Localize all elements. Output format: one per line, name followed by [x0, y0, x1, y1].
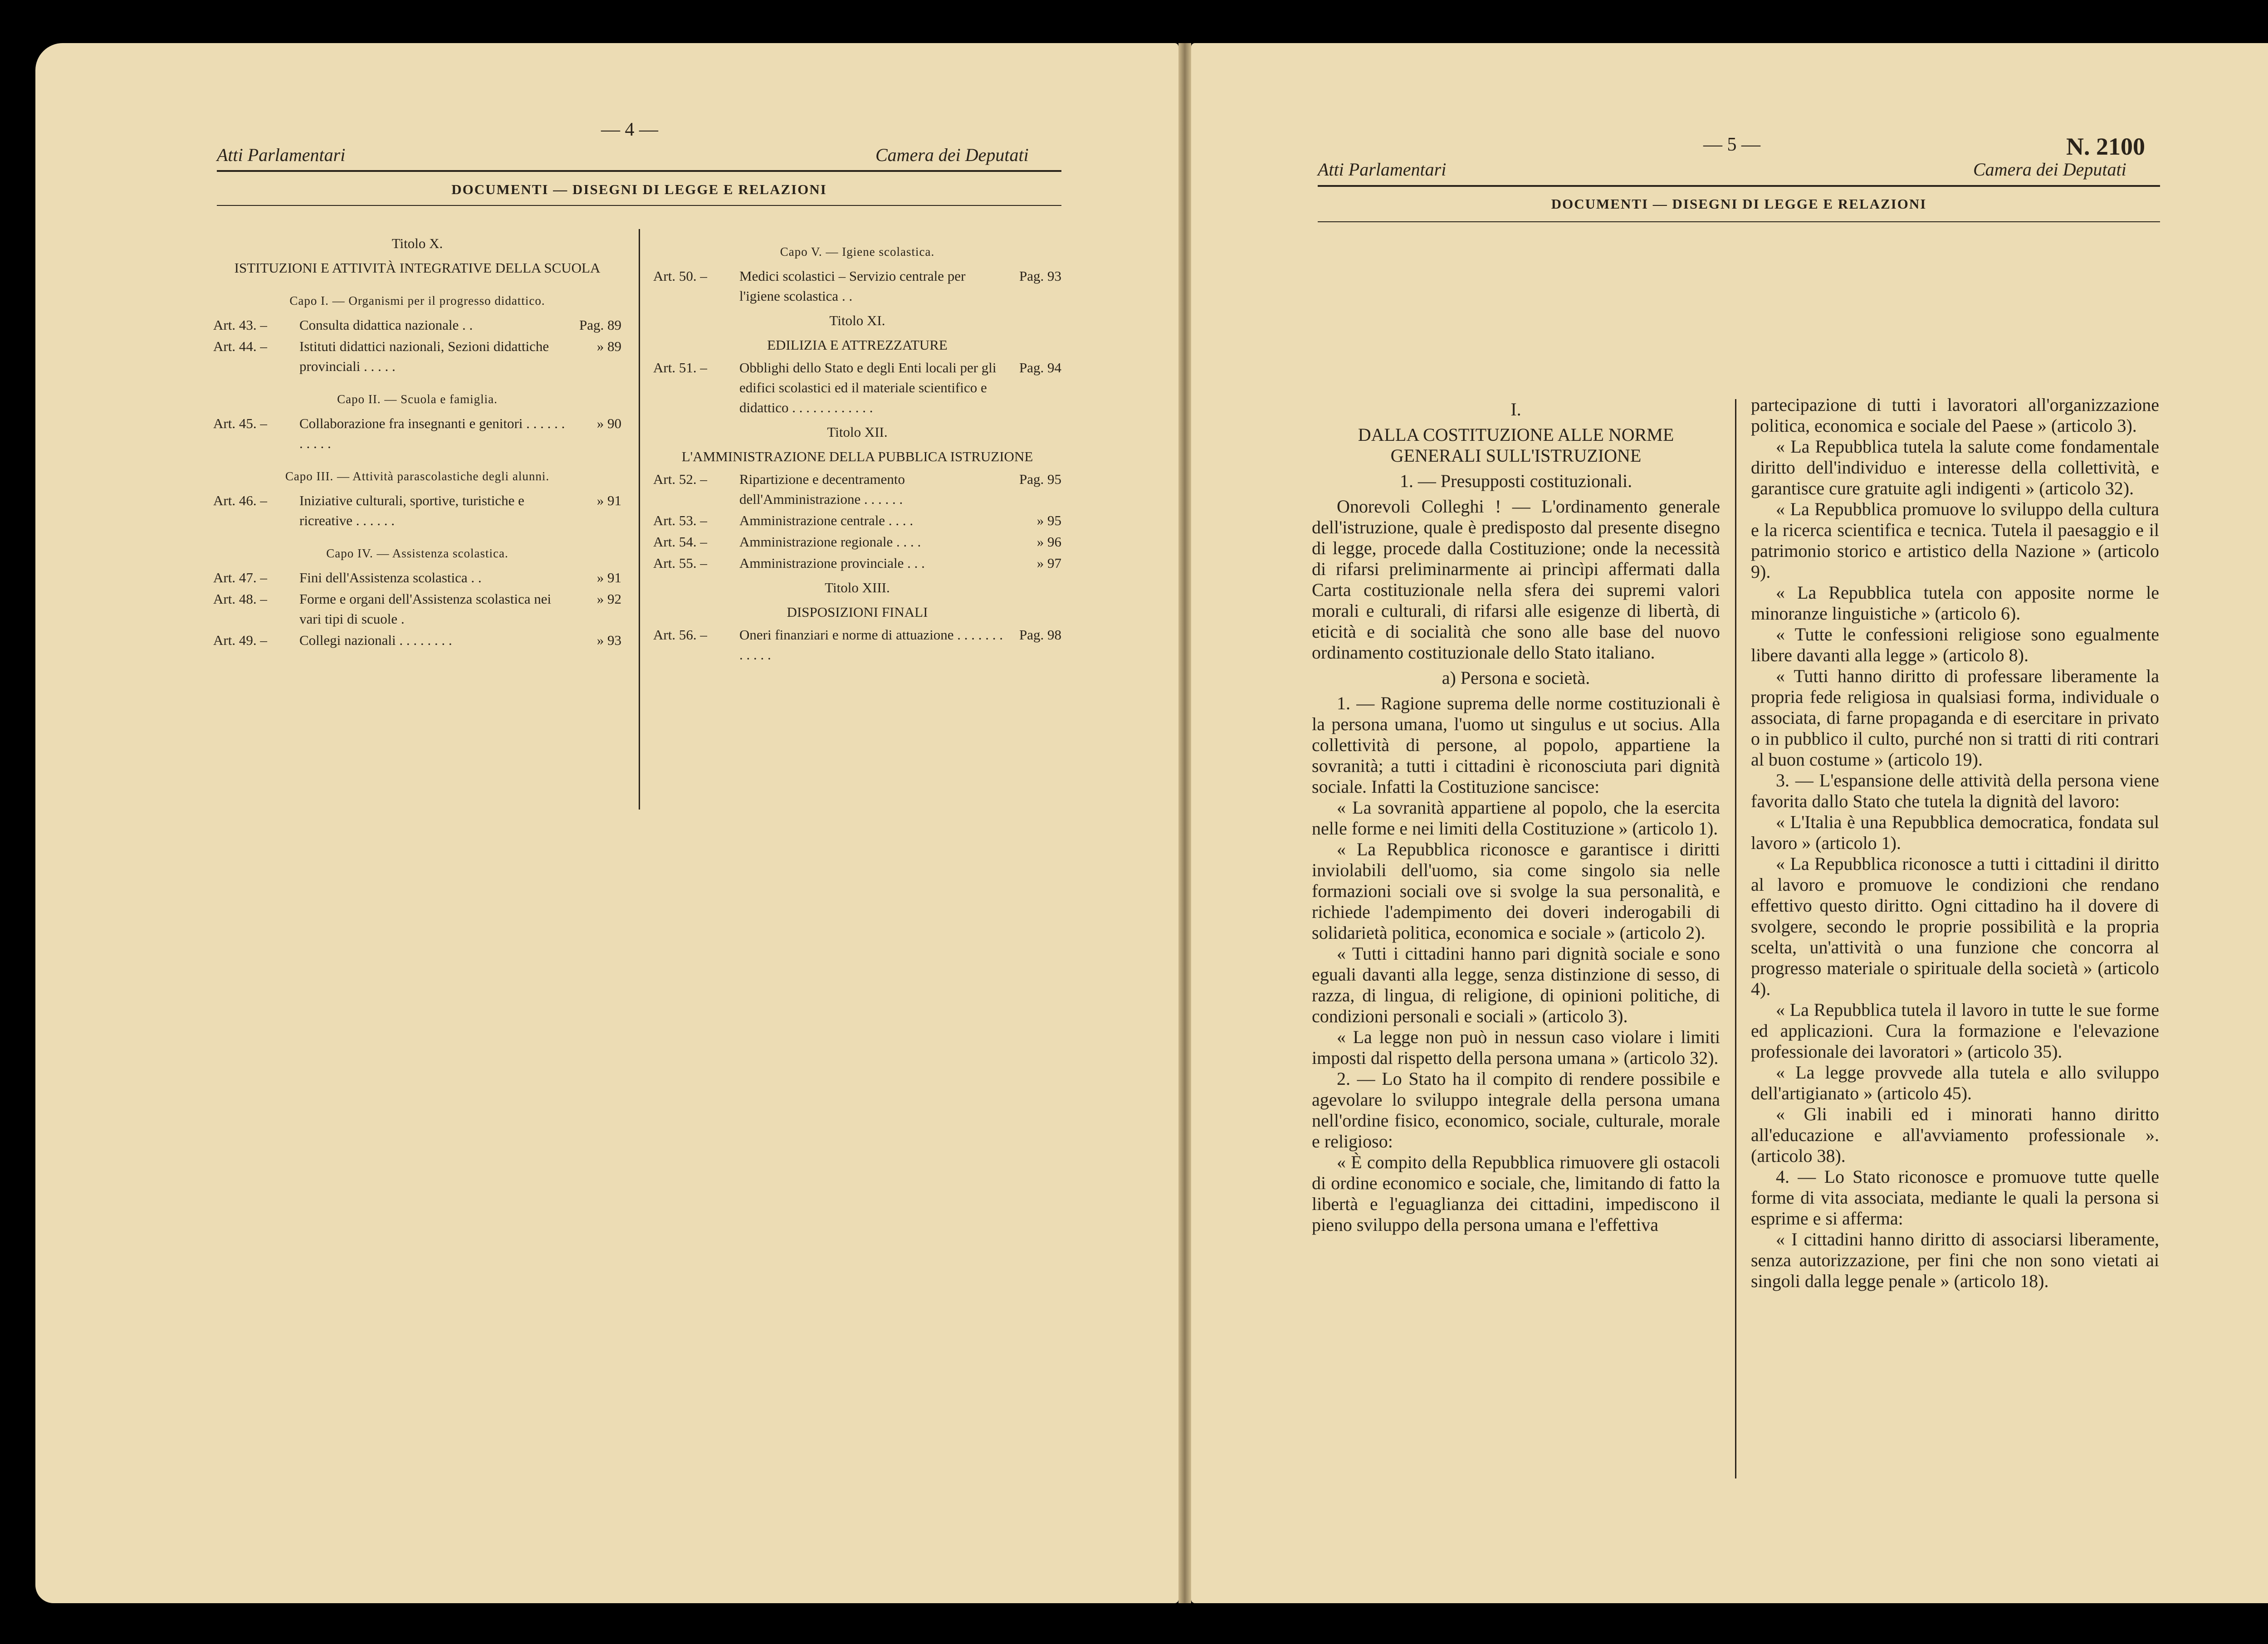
- toc-page-ref: Pag. 89: [579, 317, 621, 333]
- toc-entry: [653, 358, 1061, 418]
- paragraph: « Tutti i cittadini hanno pari dignità sociale e sono eguali davanti alla legge, senza distinzione di sesso, di razza, di lingua, di religione, di opinioni politiche, di condizioni personali e sociali » (articolo 3).: [1312, 943, 1720, 1026]
- paragraph: 2. — Lo Stato ha il compito di rendere possibile e agevolare lo sviluppo integrale della persona umana nell'ordine fisico, economico, sociale, culturale, morale e religioso:: [1312, 1068, 1720, 1151]
- toc-page-ref: Pag. 94: [1019, 360, 1061, 376]
- toc-entry: [213, 568, 621, 588]
- toc-entry: [653, 469, 1061, 509]
- section-heading: DALLA COSTITUZIONE ALLE NORME GENERALI SULL'ISTRUZIONE: [1358, 424, 1674, 466]
- paragraph: « La Repubblica tutela la salute come fondamentale diritto dell'individuo e interesse della collettività, e garantisce cure gratuite agli indigenti » (articolo 32).: [1751, 436, 2159, 498]
- toc-article-number: Art. 53. –: [653, 512, 707, 528]
- paragraph: « L'Italia è una Repubblica democratica, fondata sul lavoro » (articolo 1).: [1751, 812, 2159, 853]
- paragraph: « La Repubblica riconosce a tutti i cittadini il diritto al lavoro e promuove le condizioni che rendano effettivo questo diritto. Ogni cittadino ha il dovere di svolgere, secondo le proprie possibilità e la propria scelta, un'attività o una funzione che concorra al progresso materiale o spirituale della società » (articolo 4).: [1751, 854, 2159, 999]
- left-toc-column-1: [213, 229, 621, 652]
- toc-title-heading: Titolo X.: [391, 235, 443, 251]
- toc-entry: [213, 630, 621, 650]
- toc-chapter-heading: Capo IV. — Assistenza scolastica.: [326, 546, 508, 560]
- paragraph: « La Repubblica promuove lo sviluppo della cultura e la ricerca scientifica e tecnica. Tutela il paesaggio e il patrimonio storico e artistico della Nazione » (articolo 9).: [1751, 499, 2159, 582]
- left-header-right: Camera dei Deputati: [875, 145, 1029, 165]
- document-number: N. 2100: [2066, 133, 2145, 160]
- toc-article-number: Art. 49. –: [213, 632, 267, 648]
- toc-page-ref: » 92: [596, 591, 621, 607]
- section-heading: I.: [1510, 399, 1521, 420]
- toc-page-ref: » 91: [596, 570, 621, 585]
- left-header-rule: [217, 170, 1061, 172]
- toc-article-title: Amministrazione provinciale . . .: [739, 555, 925, 571]
- toc-entry: [213, 491, 621, 531]
- left-doc-heading: DOCUMENTI — DISEGNI DI LEGGE E RELAZIONI: [451, 181, 827, 197]
- right-column-divider: [1735, 399, 1736, 1478]
- toc-article-number: Art. 51. –: [653, 360, 707, 376]
- paragraph: Onorevoli Colleghi ! — L'ordinamento generale dell'istruzione, quale è predisposto dal presente disegno di legge, procede dalla Costituzione; onde la necessità di rifarsi preliminarmente ai princìpi affermati dalla Carta costituzionale nella sfera dei supremi valori morali e culturali, di rifarsi alle esigenze di libertà, di eticità e di socialità che sono alle base del nuovo ordinamento costituzionale dello Stato italiano.: [1312, 496, 1720, 663]
- toc-article-title: Consulta didattica nazionale . .: [299, 317, 473, 333]
- toc-entry: [653, 625, 1061, 665]
- paragraph: « La Repubblica riconosce e garantisce i diritti inviolabili dell'uomo, sia come singolo sia nelle formazioni sociali ove si svolge la sua personalità, e richiede l'adempimento dei doveri inderogabili di solidarietà politica, economica e sociale » (articolo 2).: [1312, 839, 1720, 943]
- section-heading: 1. — Presupposti costituzionali.: [1399, 471, 1633, 491]
- right-text-column-1: [1312, 395, 1720, 1235]
- toc-article-title: Amministrazione centrale . . . .: [739, 512, 914, 528]
- left-page-number: — 4 —: [601, 119, 658, 140]
- paragraph: « La sovranità appartiene al popolo, che la esercita nelle forme e nei limiti della Costituzione » (articolo 1).: [1312, 797, 1720, 839]
- right-heading-rule: [1318, 221, 2160, 222]
- toc-article-number: Art. 50. –: [653, 268, 707, 284]
- toc-page-ref: » 93: [596, 632, 621, 648]
- toc-article-number: Art. 48. –: [213, 591, 267, 607]
- paragraph: 4. — Lo Stato riconosce e promuove tutte quelle forme di vita associata, mediante le quali la persona si esprime e si afferma:: [1751, 1166, 2159, 1229]
- paragraph-continued: partecipazione di tutti i lavoratori all'organizzazione politica, economica e sociale del Paese » (articolo 3).: [1751, 395, 2159, 436]
- toc-entry: [213, 414, 621, 454]
- toc-page-ref: Pag. 95: [1019, 471, 1061, 487]
- toc-page-ref: » 96: [1036, 534, 1061, 550]
- right-page-number: — 5 —: [1703, 134, 1760, 155]
- toc-page-ref: » 90: [596, 415, 621, 431]
- left-heading-rule: [217, 205, 1061, 206]
- toc-article-number: Art. 45. –: [213, 415, 267, 431]
- toc-article-title: Forme e organi dell'Assistenza scolastica nei vari tipi di scuole .: [299, 591, 552, 627]
- toc-page-ref: » 91: [596, 493, 621, 508]
- paragraph: 1. — Ragione suprema delle norme costituzionali è la persona umana, l'uomo ut singulus e ut socius. Alla collettività di persone, al popolo, appartiene la sovranità; a tutti i cittadini è riconosciuta pari dignità sociale. Infatti la Costituzione sancisce:: [1312, 693, 1720, 797]
- toc-article-title: Fini dell'Assistenza scolastica . .: [299, 570, 482, 585]
- right-text-column-2: [1751, 395, 2159, 1292]
- toc-entry: [213, 337, 621, 376]
- paragraph: « Gli inabili ed i minorati hanno diritto all'educazione e all'avviamento professionale ». (articolo 38).: [1751, 1104, 2159, 1166]
- toc-article-title: Oneri finanziari e norme di attuazione . . . . . . . . . . . .: [739, 627, 1003, 663]
- toc-title-heading: Titolo XII.: [827, 424, 888, 440]
- paragraph: « È compito della Repubblica rimuovere gli ostacoli di ordine economico e sociale, che, limitando di fatto la libertà e l'eguaglianza dei cittadini, impediscono il pieno sviluppo della persona umana e l'effettiva: [1312, 1152, 1720, 1235]
- toc-article-number: Art. 47. –: [213, 570, 267, 585]
- left-header-left: Atti Parlamentari: [217, 145, 346, 165]
- toc-article-title: Istituti didattici nazionali, Sezioni didattiche provinciali . . . . .: [299, 338, 549, 374]
- toc-chapter-heading: Capo V. — Igiene scolastica.: [780, 245, 935, 259]
- toc-article-number: Art. 43. –: [213, 317, 267, 333]
- paragraph: 3. — L'espansione delle attività della persona viene favorita dallo Stato che tutela la dignità del lavoro:: [1751, 770, 2159, 811]
- section-heading: a) Persona e società.: [1442, 668, 1590, 688]
- toc-chapter-heading: Capo III. — Attività parascolastiche degli alunni.: [285, 469, 550, 483]
- toc-article-title: Obblighi dello Stato e degli Enti locali per gli edifici scolastici ed il materiale scientifico e didattico . . . . . . . . . . . .: [739, 360, 997, 415]
- toc-article-title: Amministrazione regionale . . . .: [739, 534, 921, 550]
- toc-page-ref: » 89: [596, 338, 621, 354]
- toc-title-heading: DISPOSIZIONI FINALI: [787, 604, 928, 620]
- toc-title-heading: ISTITUZIONI E ATTIVITÀ INTEGRATIVE DELLA SCUOLA: [234, 260, 601, 276]
- right-header-right: Camera dei Deputati: [1973, 159, 2126, 180]
- toc-article-number: Art. 52. –: [653, 471, 707, 487]
- toc-title-heading: EDILIZIA E ATTREZZATURE: [767, 337, 948, 353]
- toc-page-ref: » 97: [1036, 555, 1061, 571]
- toc-article-title: Iniziative culturali, sportive, turistiche e ricreative . . . . . .: [299, 493, 524, 528]
- right-doc-heading: DOCUMENTI — DISEGNI DI LEGGE E RELAZIONI: [1551, 196, 1927, 212]
- toc-page-ref: Pag. 93: [1019, 268, 1061, 284]
- toc-article-number: Art. 55. –: [653, 555, 707, 571]
- toc-article-title: Medici scolastici – Servizio centrale per l'igiene scolastica . .: [739, 268, 966, 304]
- toc-article-title: Collaborazione fra insegnanti e genitori . . . . . . . . . . .: [299, 415, 565, 451]
- paragraph: « Tutte le confessioni religiose sono egualmente libere davanti alla legge » (articolo 8).: [1751, 624, 2159, 665]
- right-header-left: Atti Parlamentari: [1318, 159, 1447, 180]
- toc-entry: [653, 266, 1061, 306]
- toc-entry: [213, 589, 621, 629]
- left-column-divider: [639, 229, 640, 810]
- paragraph: « La legge non può in nessun caso violare i limiti imposti dal rispetto della persona umana » (articolo 32).: [1312, 1027, 1720, 1068]
- toc-title-heading: L'AMMINISTRAZIONE DELLA PUBBLICA ISTRUZIONE: [681, 449, 1033, 464]
- toc-entry: [653, 553, 1061, 573]
- toc-chapter-heading: Capo II. — Scuola e famiglia.: [337, 392, 498, 406]
- toc-page-ref: Pag. 98: [1019, 627, 1061, 643]
- toc-article-number: Art. 46. –: [213, 493, 267, 508]
- toc-entry: [653, 532, 1061, 552]
- paragraph: « I cittadini hanno diritto di associarsi liberamente, senza autorizzazione, per fini che non sono vietati ai singoli dalla legge penale » (articolo 18).: [1751, 1229, 2159, 1291]
- book-gutter: [1178, 43, 1191, 1603]
- toc-article-title: Ripartizione e decentramento dell'Amministrazione . . . . . .: [739, 471, 905, 507]
- left-toc-column-2: [653, 229, 1061, 666]
- toc-title-heading: Titolo XIII.: [825, 580, 890, 595]
- right-header-rule: [1318, 185, 2160, 187]
- toc-article-number: Art. 44. –: [213, 338, 267, 354]
- toc-chapter-heading: Capo I. — Organismi per il progresso didattico.: [289, 294, 545, 307]
- toc-entry: [213, 315, 621, 335]
- toc-article-number: Art. 56. –: [653, 627, 707, 643]
- paragraph: « La Repubblica tutela con apposite norme le minoranze linguistiche » (articolo 6).: [1751, 582, 2159, 624]
- toc-page-ref: » 95: [1036, 512, 1061, 528]
- toc-article-title: Collegi nazionali . . . . . . . .: [299, 632, 452, 648]
- paragraph: « Tutti hanno diritto di professare liberamente la propria fede religiosa in qualsiasi forma, individuale o associata, di farne propaganda e di esercitare in privato o in pubblico il culto, purché non si tratti di riti contrari al buon costume » (articolo 19).: [1751, 666, 2159, 770]
- toc-title-heading: Titolo XI.: [829, 312, 885, 328]
- toc-article-number: Art. 54. –: [653, 534, 707, 550]
- paragraph: « La Repubblica tutela il lavoro in tutte le sue forme ed applicazioni. Cura la formazione e l'elevazione professionale dei lavoratori » (articolo 35).: [1751, 1000, 2159, 1062]
- paragraph: « La legge provvede alla tutela e allo sviluppo dell'artigianato » (articolo 45).: [1751, 1062, 2159, 1103]
- toc-entry: [653, 511, 1061, 531]
